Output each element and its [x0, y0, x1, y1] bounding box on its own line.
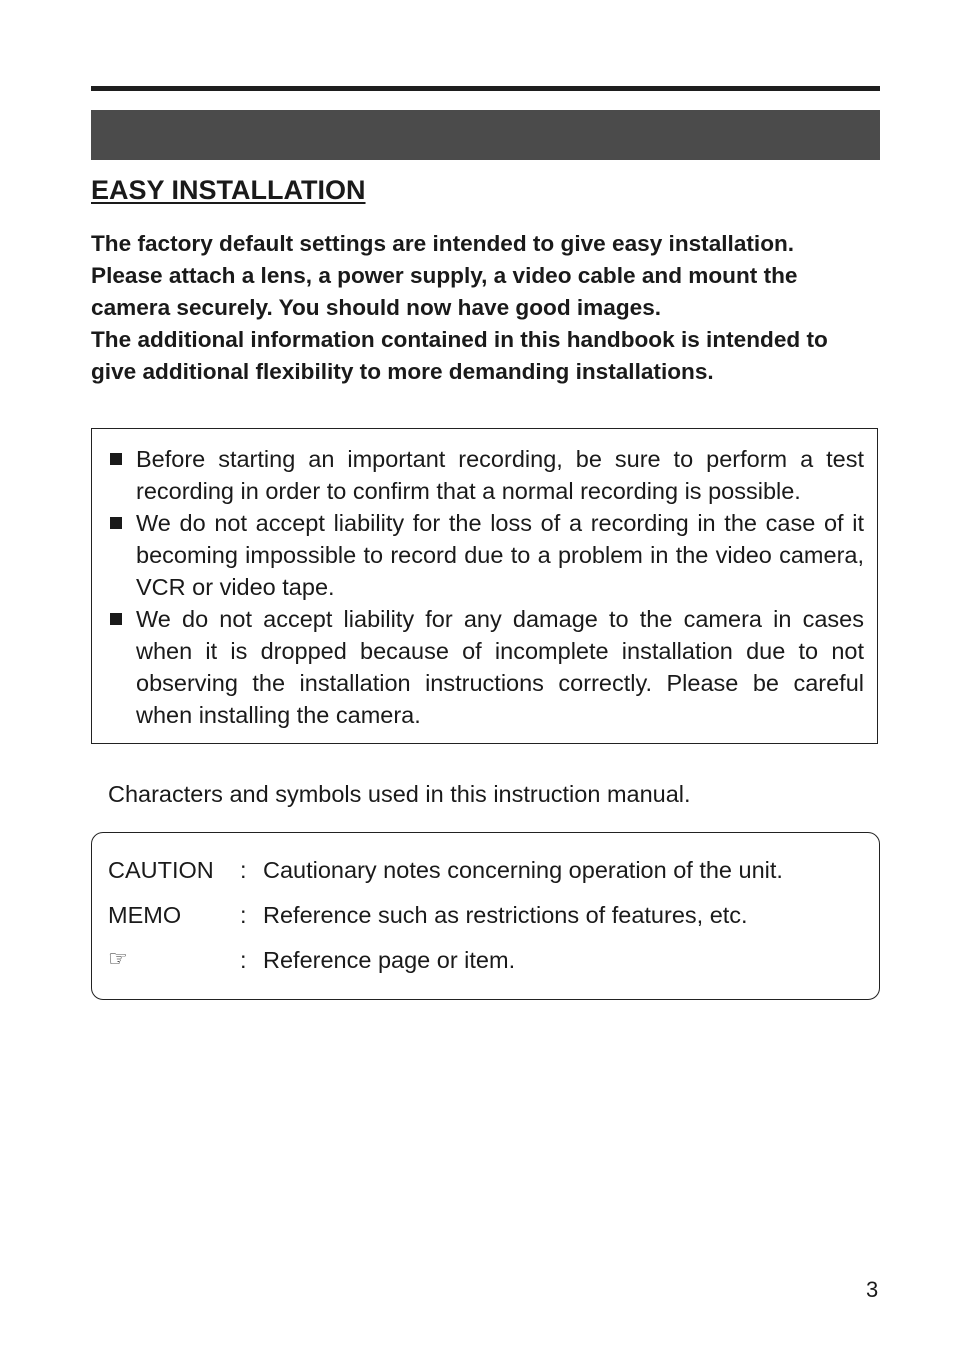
intro-line: give additional flexibility to more demanding installations.: [91, 359, 714, 384]
notice-box: [91, 428, 878, 744]
pointing-hand-icon: ☞: [108, 947, 128, 972]
notice-item: [109, 603, 864, 731]
notice-text: We do not accept liability for any damage to the camera in cases when it is dropped because of incomplete installation due to not observing the installation instructions correctly. Please be careful when installing the camera.: [136, 606, 864, 728]
intro-line: Please attach a lens, a power supply, a video cable and mount the: [91, 263, 798, 288]
legend-term: MEMO: [108, 902, 182, 928]
notice-text: Before starting an important recording, be sure to perform a test recording in order to confirm that a normal recording is possible.: [136, 446, 864, 504]
square-bullet-icon: [110, 517, 122, 529]
legend-colon: :: [240, 857, 247, 883]
header-bar: [91, 110, 880, 160]
page-number: 3: [866, 1277, 879, 1302]
legend-colon: :: [240, 947, 247, 973]
symbol-legend-box: [91, 832, 880, 1000]
notice-item: [109, 507, 864, 603]
square-bullet-icon: [110, 453, 122, 465]
notice-text: We do not accept liability for the loss of a recording in the case of it becoming impossible to record due to a problem in the video camera, VCR or video tape.: [136, 510, 864, 600]
notice-item: [109, 443, 864, 507]
notice-list: [109, 443, 864, 731]
symbols-intro: Characters and symbols used in this instruction manual.: [108, 781, 691, 807]
legend-colon: :: [240, 902, 247, 928]
top-rule: [91, 86, 880, 91]
section-title: EASY INSTALLATION: [91, 175, 366, 205]
legend-description: Reference such as restrictions of features, etc.: [263, 902, 748, 928]
legend-term: CAUTION: [108, 857, 214, 883]
intro-paragraph: [91, 228, 883, 388]
legend-description: Cautionary notes concerning operation of the unit.: [263, 857, 783, 883]
intro-line: The additional information contained in this handbook is intended to: [91, 327, 828, 352]
intro-line: camera securely. You should now have good images.: [91, 295, 662, 320]
intro-line: The factory default settings are intended to give easy installation.: [91, 231, 795, 256]
legend-description: Reference page or item.: [263, 947, 516, 973]
square-bullet-icon: [110, 613, 122, 625]
